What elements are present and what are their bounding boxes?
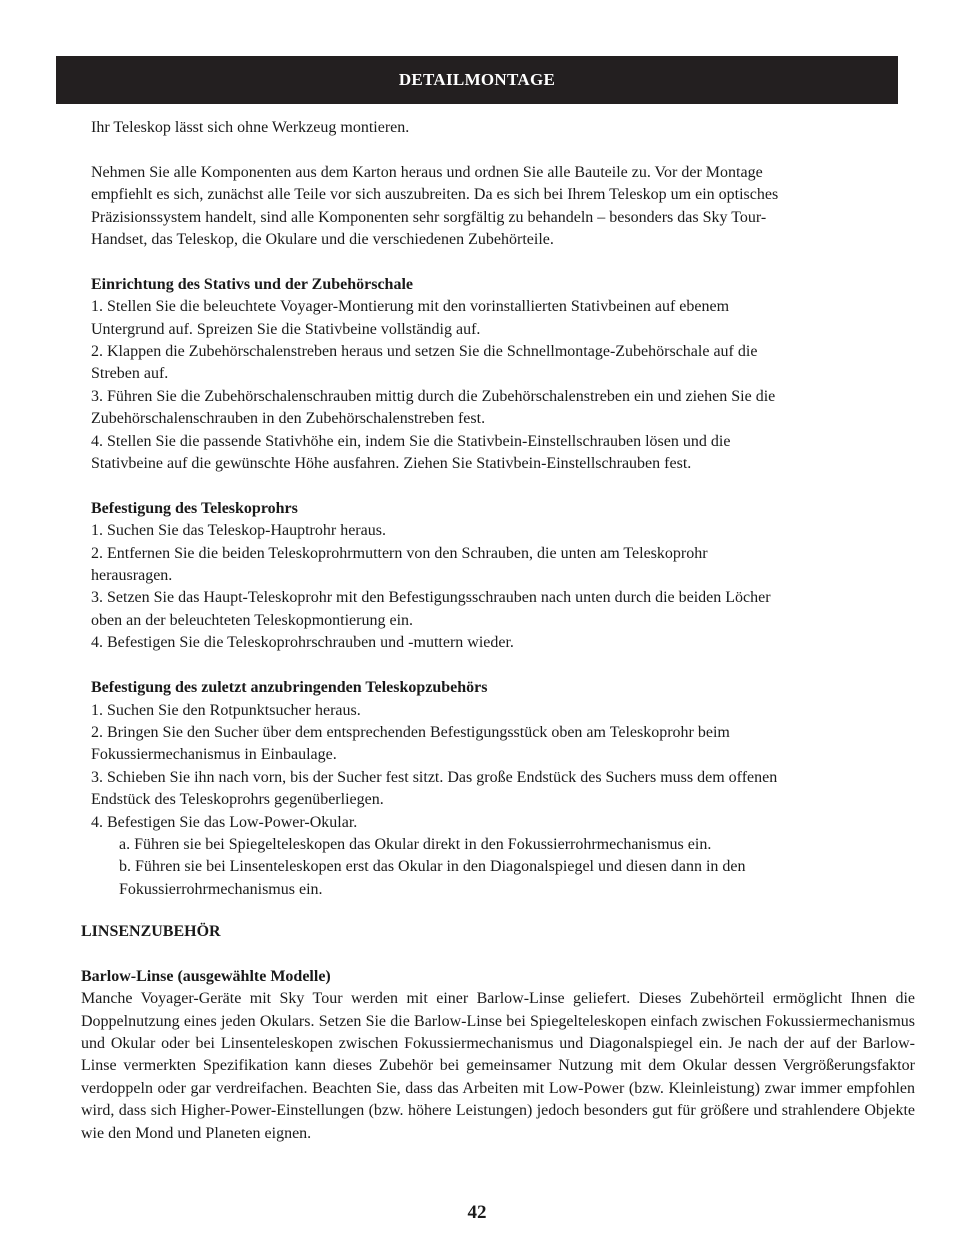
step-line: Fokussiermechanismus in Einbaulage. bbox=[91, 746, 337, 764]
step-line: 4. Befestigen Sie die Teleskoprohrschrauben und -muttern wieder. bbox=[91, 634, 514, 652]
step-line: 4. Stellen Sie die passende Stativhöhe ein, indem Sie die Stativbein-Einstellschrauben lösen und die bbox=[91, 432, 731, 450]
intro-line: empfiehlt es sich, zunächst alle Teile vor sich auszubreiten. Da es sich bei Ihrem Teleskop um ein optisches bbox=[91, 186, 779, 204]
step-line: herausragen. bbox=[91, 567, 173, 585]
intro-line: Präzisionssystem handelt, sind alle Komponenten sehr sorgfältig zu behandeln – besonders das Sky Tour- bbox=[91, 208, 767, 226]
step-line: 2. Entfernen Sie die beiden Teleskoprohrmuttern von den Schrauben, die unten am Teleskoprohr bbox=[91, 544, 708, 562]
step-line: 3. Schieben Sie ihn nach vorn, bis der Sucher fest sitzt. Das große Endstück des Suchers muss dem offenen bbox=[91, 768, 778, 786]
spacer bbox=[91, 475, 866, 497]
step-line: 4. Befestigen Sie das Low-Power-Okular. bbox=[91, 813, 358, 831]
substep-line: b. Führen sie bei Linsenteleskopen erst das Okular in den Diagonalspiegel und diesen dann in den bbox=[119, 858, 746, 876]
linsen-section bbox=[81, 921, 915, 1145]
subheading-barlow: Barlow-Linse (ausgewählte Modelle) bbox=[81, 967, 331, 985]
step-line: 2. Bringen Sie den Sucher über dem entsprechenden Befestigungsstück oben am Teleskoprohr beim bbox=[91, 723, 730, 741]
intro-line: Nehmen Sie alle Komponenten aus dem Karton heraus und ordnen Sie alle Bauteile zu. Vor der Montage bbox=[91, 163, 763, 181]
intro-line: Handset, das Teleskop, die Okulare und die verschiedenen Zubehörteile. bbox=[91, 231, 554, 249]
main-content bbox=[91, 117, 866, 901]
step-line: 1. Stellen Sie die beleuchtete Voyager-Montierung mit den vorinstallierten Stativbeinen auf ebenem bbox=[91, 298, 730, 316]
substep-line: Fokussierrohrmechanismus ein. bbox=[119, 880, 323, 898]
step-line: Untergrund auf. Spreizen Sie die Stativbeine vollständig auf. bbox=[91, 320, 481, 338]
subheading-stativ: Einrichtung des Stativs und der Zubehörschale bbox=[91, 275, 413, 293]
section-heading-linsenzubehoer: LINSENZUBEHÖR bbox=[81, 923, 221, 940]
step-line: oben an der beleuchteten Teleskopmontierung ein. bbox=[91, 611, 414, 629]
spacer bbox=[91, 139, 866, 161]
spacer bbox=[81, 943, 915, 965]
subheading-zubehoer: Befestigung des zuletzt anzubringenden Teleskopzubehörs bbox=[91, 679, 488, 697]
substep-line: a. Führen sie bei Spiegelteleskopen das Okular direkt in den Fokussierrohrmechanismus ein. bbox=[119, 835, 712, 853]
step-line: 3. Führen Sie die Zubehörschalenschrauben mittig durch die Zubehörschalenstreben ein und ziehen Sie die bbox=[91, 387, 776, 405]
barlow-paragraph: Manche Voyager-Geräte mit Sky Tour werden mit einer Barlow-Linse geliefert. Dieses Zubehörteil ermöglicht Ihnen die Doppelnutzung eines jeden Okulars. Setzen Sie die Barlow-Linse bei Spiegelteleskopen einfach zwischen Fokussiermechanismus und Okular oder bei Linsenteleskopen zwischen Fokussiermechanismus und Diagonalspiegel ein. Je nach der auf der Barlow-Linse vermerkten Spezifikation kann dieses Zubehör bei gemeinsamer Nutzung mit dem Okular dessen Vergrößerungsfaktor verdoppeln oder gar verdreifachen. Beachten Sie, dass das Arbeiten mit Low-Power (bzw. Kleinleistung) zwar immer empfohlen wird, dass sich Higher-Power-Einstellungen (bzw. höhere Leistungen) jedoch besonders gut für größere und strahlendere Objekte wie den Mond und Planeten eignen. bbox=[81, 990, 915, 1142]
step-line: 1. Suchen Sie den Rotpunktsucher heraus. bbox=[91, 701, 361, 719]
section-header-bar bbox=[56, 56, 898, 104]
step-line: Streben auf. bbox=[91, 365, 169, 383]
step-line: 1. Suchen Sie das Teleskop-Hauptrohr heraus. bbox=[91, 522, 386, 540]
intro-line: Ihr Teleskop lässt sich ohne Werkzeug montieren. bbox=[91, 119, 410, 136]
step-line: Endstück des Teleskoprohrs gegenüberliegen. bbox=[91, 791, 384, 809]
step-line: Stativbeine auf die gewünschte Höhe ausfahren. Ziehen Sie Stativbein-Einstellschrauben fest. bbox=[91, 455, 692, 473]
spacer bbox=[91, 251, 866, 273]
spacer bbox=[91, 655, 866, 677]
subheading-rohr: Befestigung des Teleskoprohrs bbox=[91, 499, 298, 517]
section-title: DETAILMONTAGE bbox=[398, 70, 556, 89]
step-line: 3. Setzen Sie das Haupt-Teleskoprohr mit den Befestigungsschrauben nach unten durch die beiden Löcher bbox=[91, 589, 771, 607]
step-line: Zubehörschalenschrauben in den Zubehörschalenstreben fest. bbox=[91, 410, 486, 428]
page-number: 42 bbox=[467, 1202, 487, 1223]
step-line: 2. Klappen die Zubehörschalenstreben heraus und setzen Sie die Schnellmontage-Zubehörschale auf die bbox=[91, 343, 758, 361]
